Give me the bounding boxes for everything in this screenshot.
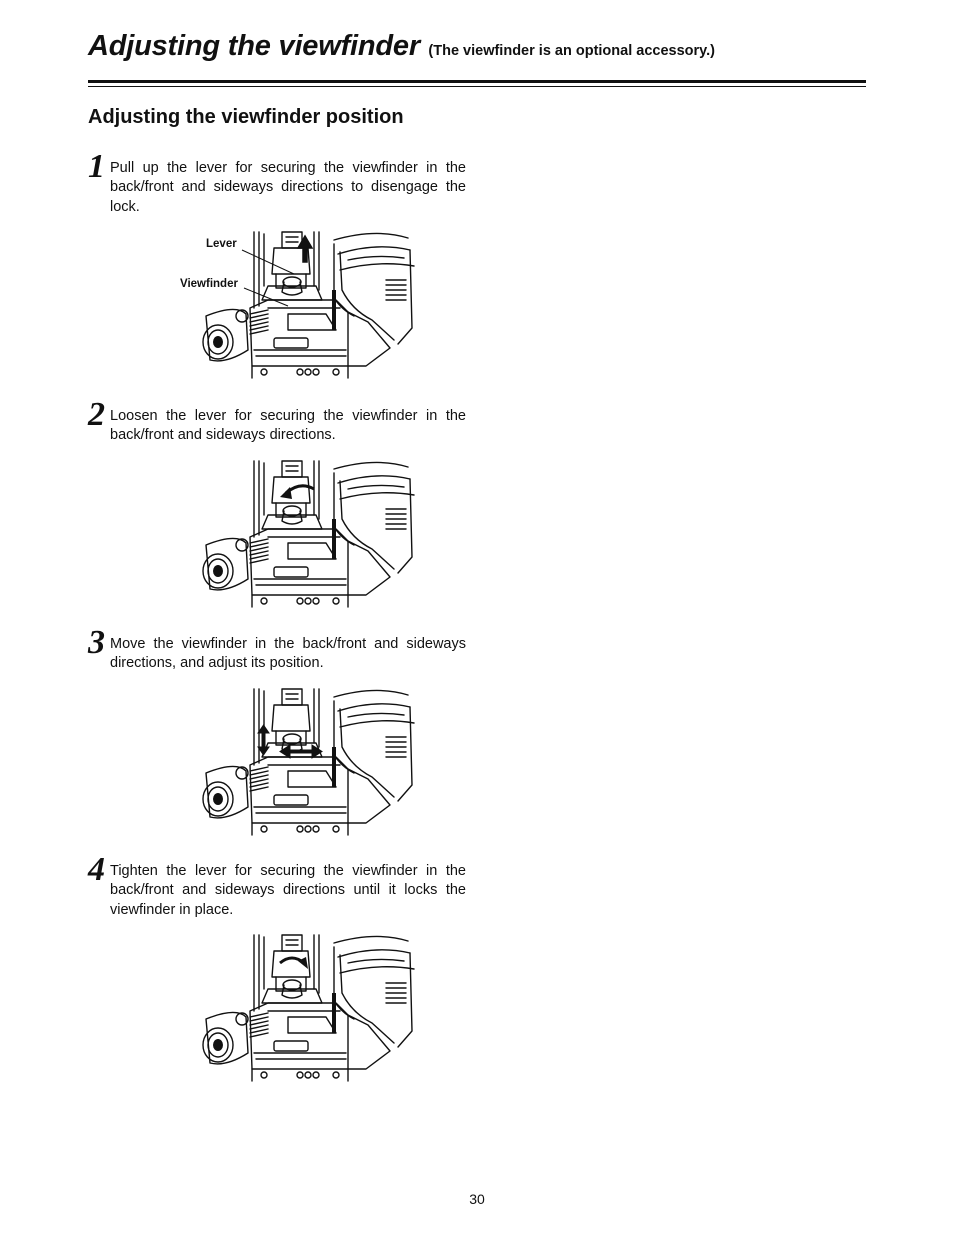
figure-step-1 [176,230,416,380]
section-title: Adjusting the viewfinder position [88,106,404,128]
step-2-text: Loosen the lever for securing the viewfinder in the back/front and sideways directions. [110,408,466,444]
step-4-text: Tighten the lever for securing the viewfinder in the back/front and sideways directions until it locks the viewfinder in place. [110,863,466,918]
figure-step-2 [176,459,416,609]
page-header [88,30,715,63]
page-title-note: (The viewfinder is an optional accessory.) [428,43,715,59]
step-3-text: Move the viewfinder in the back/front and sideways directions, and adjust its position. [110,636,466,672]
step-2-number: 2 [88,396,105,433]
header-rule-thin [88,86,866,87]
callout-viewfinder: Viewfinder [180,278,238,290]
step-4-number: 4 [88,851,105,888]
figure-step-4 [176,933,416,1083]
figure-step-3 [176,687,416,837]
page-number: 30 [469,1191,485,1207]
step-3-number: 3 [88,624,105,661]
header-rule-thick [88,80,866,83]
callout-lever: Lever [206,238,237,250]
step-1-text: Pull up the lever for securing the viewfinder in the back/front and sideways directions to disengage the lock. [110,160,466,215]
page-title: Adjusting the viewfinder [88,30,420,62]
step-1-number: 1 [88,148,105,185]
